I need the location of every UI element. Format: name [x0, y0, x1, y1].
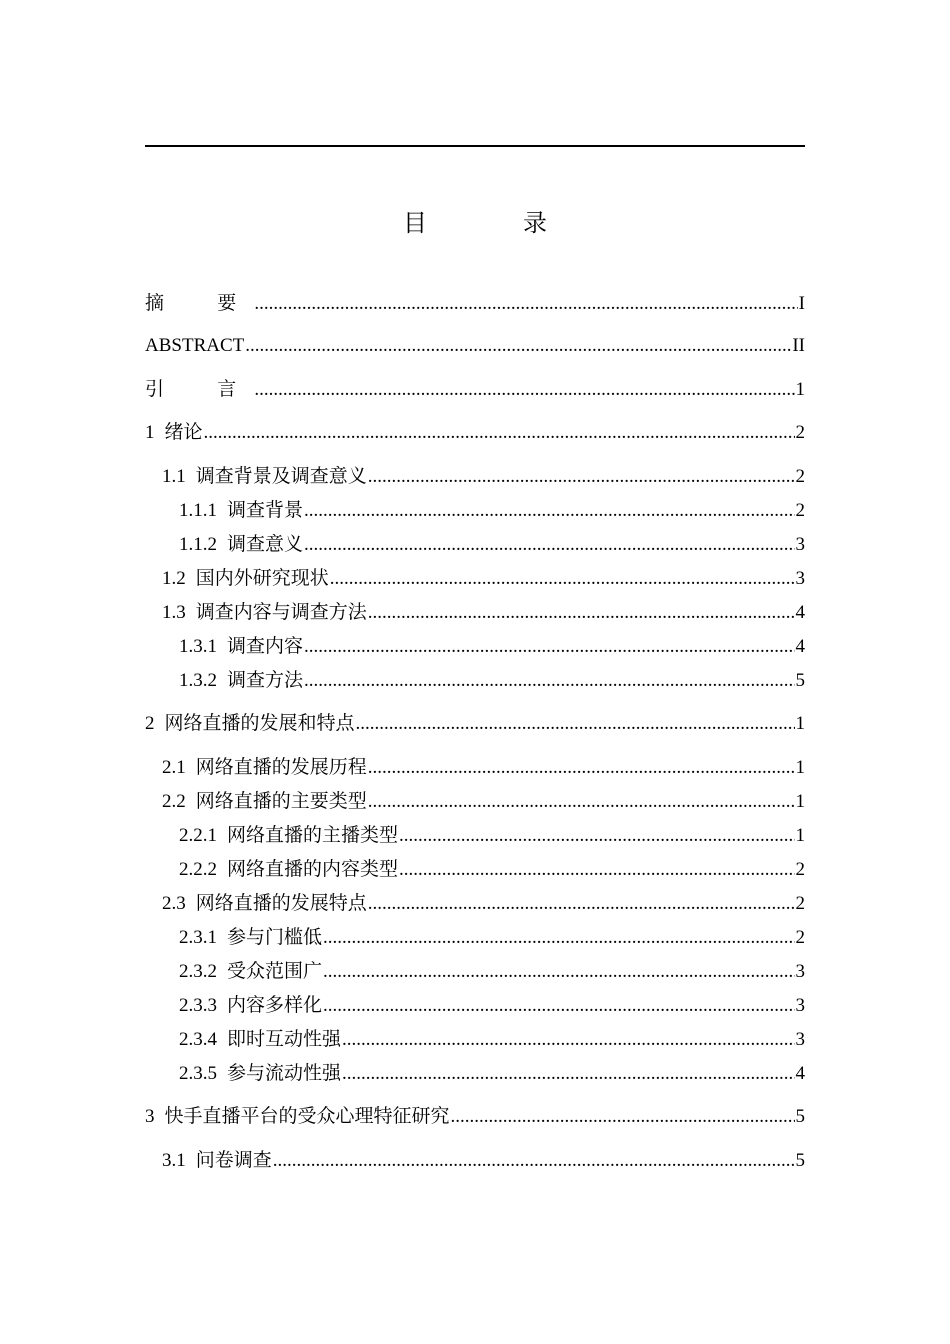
dot-leader: [254, 375, 794, 405]
toc-entry-page-number: 2: [795, 500, 805, 521]
dot-leader: [368, 753, 795, 783]
toc-entry-page-number: 1: [795, 379, 805, 400]
toc-entry-number: 2.3.1: [179, 927, 217, 948]
toc-entry-page-number: 1: [795, 757, 805, 778]
toc-entry[interactable]: [145, 417, 805, 447]
toc-entry[interactable]: [162, 563, 805, 593]
toc-entry[interactable]: [179, 820, 805, 850]
toc-entry-label: 内容多样化: [227, 994, 323, 1016]
toc-entry-number: 1: [145, 422, 155, 443]
toc-entry-number: 2.2.2: [179, 859, 217, 880]
toc-entry-page-number: 3: [795, 1029, 805, 1050]
toc-entry-number: 2: [145, 713, 155, 734]
toc-entry-page-number: 3: [795, 534, 805, 555]
dot-leader: [356, 709, 795, 739]
toc-entry-label: 国内外研究现状: [195, 567, 329, 589]
toc-entry-page-number: 1: [795, 791, 805, 812]
toc-entry-page-number: 5: [795, 670, 805, 691]
toc-entry-label: 快手直播平台的受众心理特征研究: [164, 1105, 450, 1127]
toc-entry-label: 引 言: [145, 378, 254, 400]
toc-entry-label: 调查内容与调查方法: [195, 601, 367, 623]
dot-leader: [304, 496, 794, 526]
toc-entry-label: 调查意义: [227, 533, 304, 555]
toc-entry-number: 1.3.1: [179, 636, 217, 657]
toc-entry-label: 调查方法: [227, 669, 304, 691]
toc-entry-number: 3.1: [162, 1150, 186, 1171]
dot-leader: [323, 923, 794, 953]
toc-entry-page-number: 3: [795, 568, 805, 589]
toc-entry-number: 1.2: [162, 568, 186, 589]
toc-entry-page-number: 2: [795, 859, 805, 880]
dot-leader: [273, 1146, 795, 1176]
toc-entry-page-number: 2: [795, 927, 805, 948]
toc-entry-label: 绪论: [164, 421, 203, 443]
toc-entry-page-number: 1: [795, 825, 805, 846]
toc-entry-number: 2.3: [162, 893, 186, 914]
toc-entry-page-number: 5: [795, 1150, 805, 1171]
toc-entry-label: 参与流动性强: [227, 1062, 342, 1084]
toc-entry-page-number: 4: [795, 602, 805, 623]
dot-leader: [342, 1059, 794, 1089]
toc-entry-label: 网络直播的发展历程: [195, 756, 367, 778]
toc-entry-page-number: 1: [795, 713, 805, 734]
toc-entry-number: 1.1.1: [179, 500, 217, 521]
toc-entry[interactable]: [145, 374, 805, 404]
toc-entry-page-number: 2: [795, 466, 805, 487]
toc-entry-label: 网络直播的主要类型: [195, 790, 367, 812]
toc-entry[interactable]: [162, 888, 805, 918]
dot-leader: [399, 855, 794, 885]
dot-leader: [451, 1102, 795, 1132]
toc-entry-page-number: 3: [795, 961, 805, 982]
toc-entry-label: 摘 要: [145, 292, 254, 314]
toc-entry-number: 1.1.2: [179, 534, 217, 555]
toc-entry-label: 调查内容: [227, 635, 304, 657]
toc-entry[interactable]: [179, 922, 805, 952]
toc-entry-number: 3: [145, 1106, 155, 1127]
toc-entry[interactable]: [162, 597, 805, 627]
toc-entry-label: 即时互动性强: [227, 1028, 342, 1050]
toc-title: 目 录: [403, 209, 583, 237]
toc-entry[interactable]: [179, 495, 805, 525]
dot-leader: [342, 1025, 794, 1055]
toc-entry-page-number: 2: [795, 422, 805, 443]
toc-entry[interactable]: [179, 1058, 805, 1088]
dot-leader: [204, 418, 795, 448]
toc-entry[interactable]: [179, 529, 805, 559]
dot-leader: [399, 821, 794, 851]
toc-entry-label: 网络直播的发展和特点: [164, 712, 355, 734]
dot-leader: [254, 289, 797, 319]
toc-entry-label: ABSTRACT: [145, 335, 245, 356]
dot-leader: [304, 530, 794, 560]
toc-entry[interactable]: [162, 786, 805, 816]
toc-entry-number: 2.3.2: [179, 961, 217, 982]
toc-entry-page-number: II: [792, 335, 805, 356]
toc-entry[interactable]: [145, 331, 805, 361]
toc-entry-page-number: I: [798, 293, 805, 314]
toc-entry-page-number: 5: [795, 1106, 805, 1127]
toc-entry-label: 问卷调查: [195, 1149, 272, 1171]
toc-entry-page-number: 4: [795, 1063, 805, 1084]
toc-entry-label: 调查背景: [227, 499, 304, 521]
toc-entry-label: 受众范围广: [227, 960, 323, 982]
toc-entry[interactable]: [162, 461, 805, 491]
toc-entry-number: 2.3.4: [179, 1029, 217, 1050]
toc-entry[interactable]: [145, 708, 805, 738]
toc-entry-label: 调查背景及调查意义: [195, 465, 367, 487]
toc-entry-label: 网络直播的内容类型: [227, 858, 399, 880]
toc-entry-number: 2.2.1: [179, 825, 217, 846]
dot-leader: [368, 889, 795, 919]
toc-entry-number: 2.1: [162, 757, 186, 778]
toc-entry[interactable]: [179, 854, 805, 884]
header-rule: [145, 145, 805, 147]
dot-leader: [304, 666, 794, 696]
toc-entry[interactable]: [179, 1024, 805, 1054]
toc-entry[interactable]: [162, 752, 805, 782]
toc-entry[interactable]: [179, 990, 805, 1020]
toc-entry-number: 1.3: [162, 602, 186, 623]
toc-entry[interactable]: [179, 956, 805, 986]
toc-entry-page-number: 4: [795, 636, 805, 657]
dot-leader: [368, 787, 795, 817]
toc-entry[interactable]: [145, 288, 805, 318]
toc-entry-label: 参与门槛低: [227, 926, 323, 948]
toc-entry-label: 网络直播的发展特点: [195, 892, 367, 914]
dot-leader: [330, 564, 795, 594]
toc-entry-page-number: 2: [795, 893, 805, 914]
toc-entry[interactable]: [179, 665, 805, 695]
toc-entry-number: 1.3.2: [179, 670, 217, 691]
dot-leader: [368, 462, 795, 492]
toc-entry-page-number: 3: [795, 995, 805, 1016]
dot-leader: [323, 957, 794, 987]
toc-entry[interactable]: [162, 1145, 805, 1175]
dot-leader: [368, 598, 795, 628]
toc-entry-label: 网络直播的主播类型: [227, 824, 399, 846]
toc-entry-number: 2.3.5: [179, 1063, 217, 1084]
toc-entry-number: 2.2: [162, 791, 186, 812]
dot-leader: [245, 331, 791, 361]
dot-leader: [304, 632, 794, 662]
toc-entry[interactable]: [179, 631, 805, 661]
toc-entry-number: 2.3.3: [179, 995, 217, 1016]
toc-entry[interactable]: [145, 1101, 805, 1131]
toc-entry-number: 1.1: [162, 466, 186, 487]
dot-leader: [323, 991, 794, 1021]
